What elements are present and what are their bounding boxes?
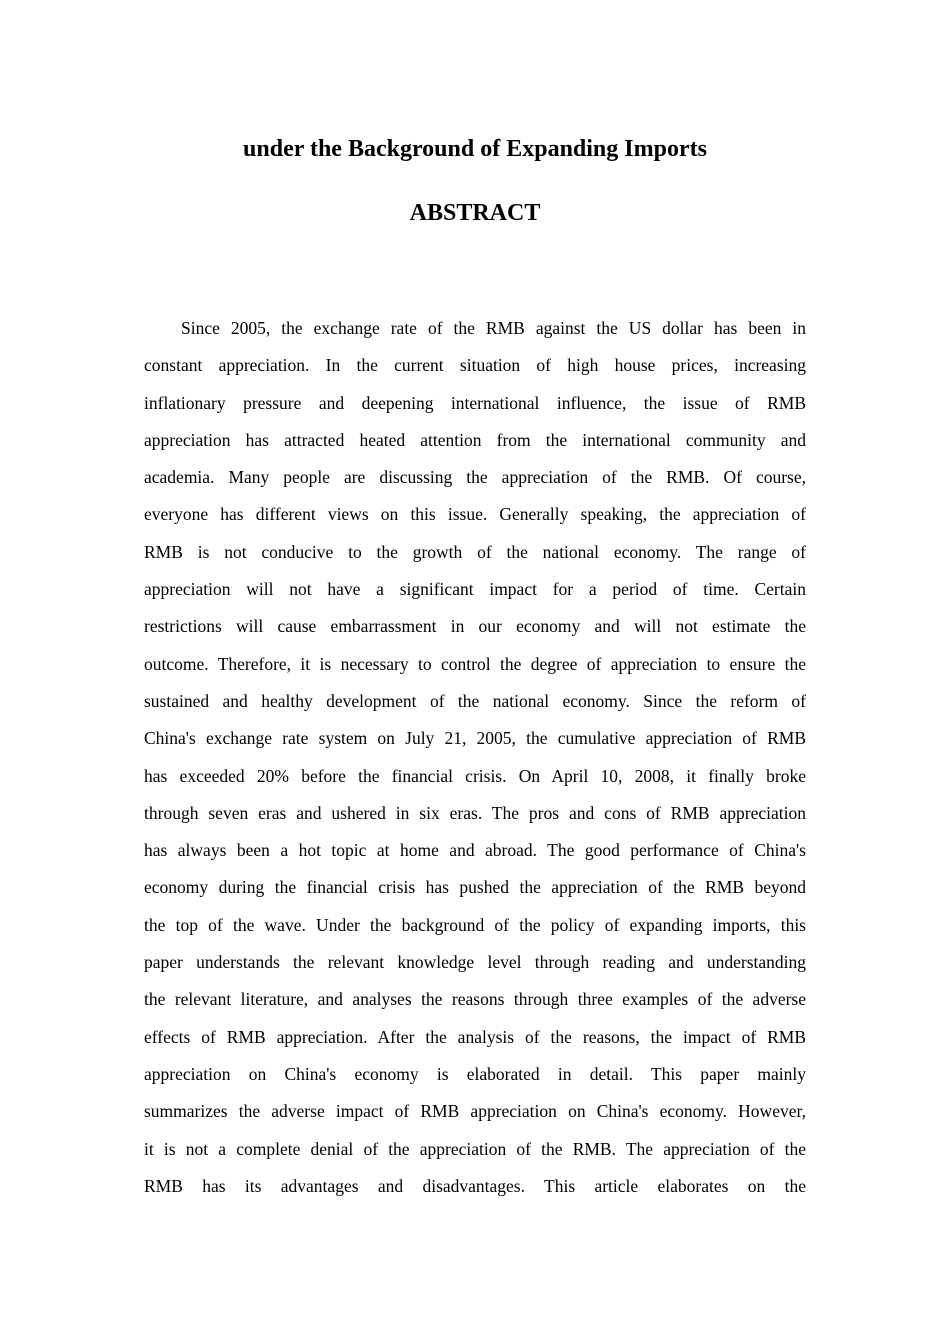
abstract-line: Since 2005, the exchange rate of the RMB against the US dollar has been in [181,318,806,338]
abstract-line: through seven eras and ushered in six eras. The pros and cons of RMB appreciation [144,802,806,823]
abstract-line: paper understands the relevant knowledge level through reading and understanding [144,952,806,973]
abstract-line: has exceeded 20% before the financial crisis. On April 10, 2008, it finally broke [144,765,806,786]
abstract-heading: ABSTRACT [409,200,541,226]
abstract-line: it is not a complete denial of the appreciation of the RMB. The appreciation of the [144,1138,806,1159]
abstract-line: has always been a hot topic at home and abroad. The good performance of China's [144,840,806,861]
abstract-line: restrictions will cause embarrassment in our economy and will not estimate the [144,616,806,637]
abstract-line: appreciation has attracted heated attention from the international community and [144,429,806,450]
abstract-line: RMB is not conducive to the growth of the national economy. The range of [144,541,806,562]
abstract-line: constant appreciation. In the current situation of high house prices, increasing [144,355,806,376]
abstract-line: the relevant literature, and analyses the reasons through three examples of the adverse [144,989,806,1010]
abstract-line: summarizes the adverse impact of RMB appreciation on China's economy. However, [144,1101,806,1122]
abstract-line: appreciation on China's economy is elaborated in detail. This paper mainly [144,1063,806,1084]
abstract-line: appreciation will not have a significant impact for a period of time. Certain [144,579,806,600]
abstract-line: everyone has different views on this issue. Generally speaking, the appreciation of [144,504,806,525]
abstract-line: China's exchange rate system on July 21, 2005, the cumulative appreciation of RMB [144,728,806,749]
abstract-line: economy during the financial crisis has pushed the appreciation of the RMB beyond [144,877,806,898]
abstract-line: sustained and healthy development of the national economy. Since the reform of [144,690,806,711]
abstract-line: academia. Many people are discussing the appreciation of the RMB. Of course, [144,467,806,488]
abstract-line: RMB has its advantages and disadvantages. This article elaborates on the [144,1175,806,1196]
abstract-line: effects of RMB appreciation. After the analysis of the reasons, the impact of RMB [144,1026,806,1047]
abstract-line: outcome. Therefore, it is necessary to control the degree of appreciation to ensure the [144,653,806,674]
abstract-body [144,310,806,1205]
abstract-line: the top of the wave. Under the background of the policy of expanding imports, this [144,914,806,935]
document-title: under the Background of Expanding Imports [243,136,707,162]
abstract-line: inflationary pressure and deepening international influence, the issue of RMB [144,392,806,413]
